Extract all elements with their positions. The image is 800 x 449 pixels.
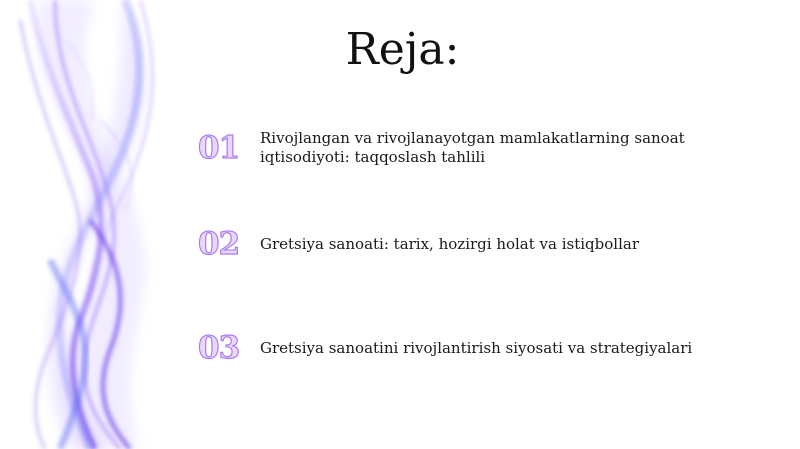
agenda-number-1: 01 [198,130,240,166]
agenda-text-3: Gretsiya sanoatini rivojlantirish siyosati va strategiyalari [260,338,693,357]
agenda-item-1 [198,128,758,168]
agenda-text-1: Rivojlangan va rivojlanayotgan mamlakatlarning sanoat iqtisodiyoti: taqqoslash tahlili [260,129,685,166]
purple-smoke-decoration [0,0,210,449]
agenda-text-2: Gretsiya sanoati: tarix, hozirgi holat va istiqbollar [260,234,639,253]
slide-title: Reja: [345,24,460,75]
agenda-number-2: 02 [198,226,240,262]
agenda-number-3: 03 [198,330,240,366]
agenda-item-3 [198,328,758,368]
agenda-item-2 [198,224,758,264]
